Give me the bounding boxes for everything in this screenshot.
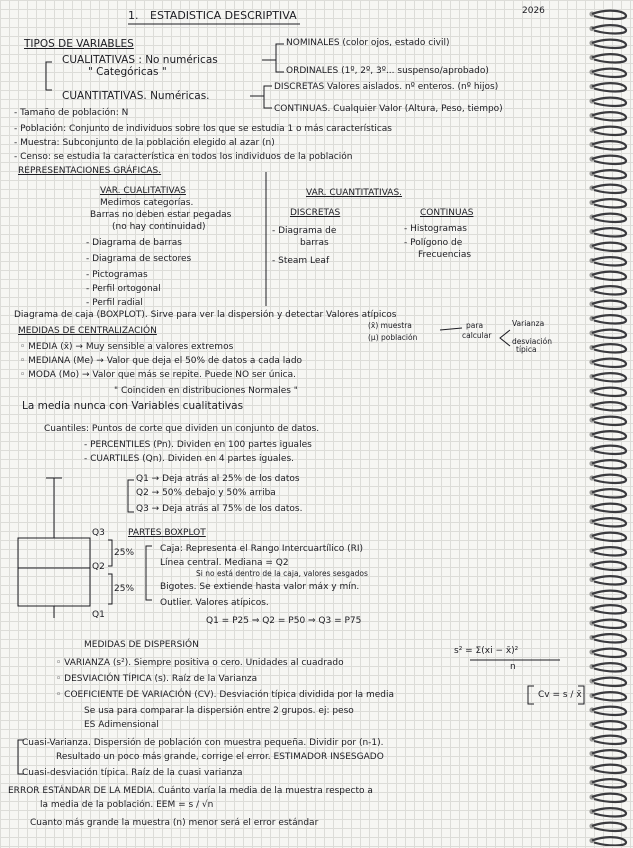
- error-line1: ERROR ESTÁNDAR DE LA MEDIA. Cuánto varía la media de la muestra respecto a: [8, 786, 373, 796]
- cv-def: ◦ COEFICIENTE DE VARIACIÓN (CV). Desviación típica dividida por la media: [56, 690, 394, 700]
- cont-item: Frecuencias: [418, 250, 472, 260]
- spiral-ring: [592, 127, 626, 135]
- varianza-def: ◦ VARIANZA (s²). Siempre positiva o cero. Unidades al cuadrado: [56, 658, 344, 668]
- bigotes-def: Bigotes. Se extiende hasta valor máx y mín.: [160, 582, 360, 592]
- label-q1: Q1: [92, 610, 105, 620]
- spiral-ring: [592, 678, 626, 686]
- continuas: CONTINUAS. Cualquier Valor (Altura, Peso, tiempo): [274, 104, 503, 114]
- spiral-ring: [592, 794, 626, 802]
- spiral-ring: [592, 489, 626, 497]
- error-line2: la media de la población. EEM = s / √n: [40, 800, 214, 810]
- nunca-note: La media nunca con Variables cualitativas: [22, 400, 244, 412]
- nominales: NOMINALES (color ojos, estado civil): [286, 38, 450, 48]
- spiral-ring: [592, 591, 626, 599]
- spiral-ring: [592, 605, 626, 613]
- calcular-note: calcular: [462, 331, 492, 340]
- media-def: ◦ MEDIA (x̄) → Muy sensible a valores extremos: [20, 342, 234, 352]
- cual-sub2: Barras no deben estar pegadas: [90, 210, 232, 220]
- poblacion-note: (μ) población: [368, 333, 418, 342]
- spiral-ring: [592, 156, 626, 164]
- def-muestra: - Muestra: Subconjunto de la población elegido al azar (n): [14, 138, 275, 148]
- cv-adimensional: ES Adimensional: [84, 720, 159, 730]
- spiral-ring: [592, 649, 626, 657]
- discretas: DISCRETAS Valores aislados. nº enteros. (nº hijos): [274, 82, 499, 92]
- spiral-ring: [592, 823, 626, 831]
- continuas-heading: CONTINUAS: [420, 208, 474, 218]
- spiral-ring: [592, 315, 626, 323]
- desviacion-note: desviación: [512, 337, 552, 346]
- spiral-ring: [592, 272, 626, 280]
- cont-item: - Histogramas: [404, 224, 467, 234]
- para-note: para: [466, 321, 484, 330]
- page-title: ESTADISTICA DESCRIPTIVA: [150, 9, 297, 22]
- tipos-heading: TIPOS DE VARIABLES: [24, 38, 134, 50]
- def-tamano: - Tamaño de población: N: [14, 108, 129, 118]
- outlier-def: Outlier. Valores atípicos.: [160, 598, 269, 608]
- spiral-ring: [592, 373, 626, 381]
- spiral-ring: [592, 83, 626, 91]
- disc-item: barras: [300, 238, 329, 248]
- spiral-ring: [592, 25, 626, 33]
- graficos-heading: REPRESENTACIONES GRÁFICAS.: [18, 166, 162, 176]
- pct-bottom: 25%: [114, 584, 135, 594]
- discretas-heading: DISCRETAS: [290, 208, 341, 218]
- spiral-ring: [592, 54, 626, 62]
- spiral-ring: [592, 431, 626, 439]
- spiral-ring: [592, 257, 626, 265]
- spiral-ring: [592, 344, 626, 352]
- spiral-ring: [592, 446, 626, 454]
- q2-def: Q2 → 50% debajo y 50% arriba: [136, 488, 276, 498]
- spiral-ring: [592, 547, 626, 555]
- formula-n: n: [510, 662, 516, 672]
- categoricas: " Categóricas ": [88, 66, 167, 78]
- pct-top: 25%: [114, 548, 135, 558]
- caja-def: Caja: Representa el Rango Intercuartílico (RI): [160, 544, 364, 554]
- cuasi-resultado: Resultado un poco más grande, corrige el error. ESTIMADOR INSESGADO: [56, 752, 384, 762]
- spiral-binding: [586, 6, 630, 846]
- spiral-ring: [592, 721, 626, 729]
- cuasi-desviacion: Cuasi-desviación típica. Raíz de la cuasi varianza: [22, 768, 243, 778]
- spiral-ring: [592, 475, 626, 483]
- spiral-ring: [592, 736, 626, 744]
- muestra-note: (x̄) muestra: [368, 321, 412, 330]
- cont-item: - Polígono de: [404, 238, 463, 248]
- spiral-ring: [592, 663, 626, 671]
- tipica-note: típica: [516, 345, 537, 354]
- centralizacion-heading: MEDIDAS DE CENTRALIZACIÓN: [18, 326, 157, 336]
- label-q3: Q3: [92, 528, 105, 538]
- boxplot-line: Diagrama de caja (BOXPLOT). Sirve para ver la dispersión y detectar Valores atípicos: [14, 310, 397, 320]
- linea-def: Línea central. Mediana = Q2: [160, 558, 289, 568]
- coinciden-note: " Coinciden en distribuciones Normales ": [114, 386, 298, 396]
- spiral-ring: [592, 808, 626, 816]
- spiral-ring: [592, 750, 626, 758]
- spiral-ring: [592, 562, 626, 570]
- cual-heading: VAR. CUALITATIVAS: [100, 186, 186, 196]
- spiral-ring: [592, 185, 626, 193]
- spiral-ring: [592, 533, 626, 541]
- percentiles-def: - PERCENTILES (Pn). Dividen en 100 partes iguales: [84, 440, 312, 450]
- cuantitativas: CUANTITATIVAS. Numéricas.: [62, 90, 210, 102]
- cuantiles-intro: Cuantiles: Puntos de corte que dividen un conjunto de datos.: [44, 424, 320, 434]
- cual-item: - Perfil ortogonal: [86, 284, 161, 294]
- error-line3: Cuanto más grande la muestra (n) menor será el error estándar: [30, 818, 319, 828]
- spiral-ring: [592, 634, 626, 642]
- spiral-ring: [592, 707, 626, 715]
- cual-item: - Perfil radial: [86, 298, 143, 308]
- label-q2: Q2: [92, 562, 105, 572]
- spiral-ring: [592, 69, 626, 77]
- cual-item: - Pictogramas: [86, 270, 148, 280]
- disc-item: - Steam Leaf: [272, 256, 330, 266]
- spiral-ring: [592, 228, 626, 236]
- spiral-ring: [592, 243, 626, 251]
- moda-def: ◦ MODA (Mo) → Valor que más se repite. Puede NO ser única.: [20, 370, 296, 380]
- cuartiles-def: - CUARTILES (Qn). Dividen en 4 partes iguales.: [84, 454, 295, 464]
- spiral-ring: [592, 330, 626, 338]
- spiral-ring: [592, 576, 626, 584]
- spiral-ring: [592, 837, 626, 845]
- cuan-heading: VAR. CUANTITATIVAS.: [306, 188, 403, 198]
- cuasi-varianza: Cuasi-Varianza. Dispersión de población con muestra pequeña. Dividir por (n-1).: [22, 738, 384, 748]
- cv-formula: Cv = s / x̄: [538, 690, 582, 700]
- equivalencias: Q1 = P25 ⇒ Q2 = P50 ⇒ Q3 = P75: [206, 616, 362, 626]
- disc-item: - Diagrama de: [272, 226, 337, 236]
- mediana-def: ◦ MEDIANA (Me) → Valor que deja el 50% de datos a cada lado: [20, 356, 303, 366]
- cual-sub3: (no hay continuidad): [112, 222, 206, 232]
- spiral-ring: [592, 388, 626, 396]
- spiral-ring: [592, 98, 626, 106]
- spiral-ring: [592, 518, 626, 526]
- q3-def: Q3 → Deja atrás al 75% de los datos.: [136, 504, 303, 514]
- spiral-ring: [592, 620, 626, 628]
- cual-item: - Diagrama de sectores: [86, 254, 192, 264]
- q1-def: Q1 → Deja atrás al 25% de los datos: [136, 474, 300, 484]
- spiral-ring: [592, 460, 626, 468]
- spiral-ring: [592, 765, 626, 773]
- spiral-ring: [592, 286, 626, 294]
- ordinales: ORDINALES (1º, 2º, 3º... suspenso/aprobado): [286, 66, 489, 76]
- section-number: 1.: [128, 9, 139, 22]
- cual-sub1: Medimos categorías.: [100, 198, 194, 208]
- def-poblacion: - Población: Conjunto de individuos sobre los que se estudia 1 o más características: [14, 124, 392, 134]
- spiral-ring: [592, 504, 626, 512]
- dispersion-heading: MEDIDAS DE DISPERSIÓN: [84, 640, 199, 650]
- spiral-ring: [592, 170, 626, 178]
- spiral-ring: [592, 359, 626, 367]
- spiral-ring: [592, 199, 626, 207]
- desviacion-def: ◦ DESVIACIÓN TÍPICA (s). Raíz de la Varianza: [56, 674, 258, 684]
- def-censo: - Censo: se estudia la característica en todos los individuos de la población: [14, 152, 353, 162]
- spiral-ring: [592, 11, 626, 19]
- spiral-ring: [592, 40, 626, 48]
- spiral-ring: [592, 417, 626, 425]
- year: 2026: [522, 6, 545, 16]
- linea-note: Si no está dentro de la caja, valores sesgados: [196, 569, 368, 578]
- varianza-note: Varianza: [512, 319, 545, 328]
- spiral-ring: [592, 779, 626, 787]
- spiral-ring: [592, 141, 626, 149]
- spiral-ring: [592, 402, 626, 410]
- cualitativas: CUALITATIVAS : No numéricas: [62, 54, 218, 66]
- spiral-ring: [592, 692, 626, 700]
- cv-note: Se usa para comparar la dispersión entre 2 grupos. ej: peso: [84, 706, 354, 716]
- formula-s2: s² = Σ(xi − x̄)²: [454, 646, 519, 656]
- spiral-ring: [592, 214, 626, 222]
- spiral-ring: [592, 112, 626, 120]
- partes-heading: PARTES BOXPLOT: [128, 528, 206, 538]
- spiral-ring: [592, 301, 626, 309]
- cual-item: - Diagrama de barras: [86, 238, 182, 248]
